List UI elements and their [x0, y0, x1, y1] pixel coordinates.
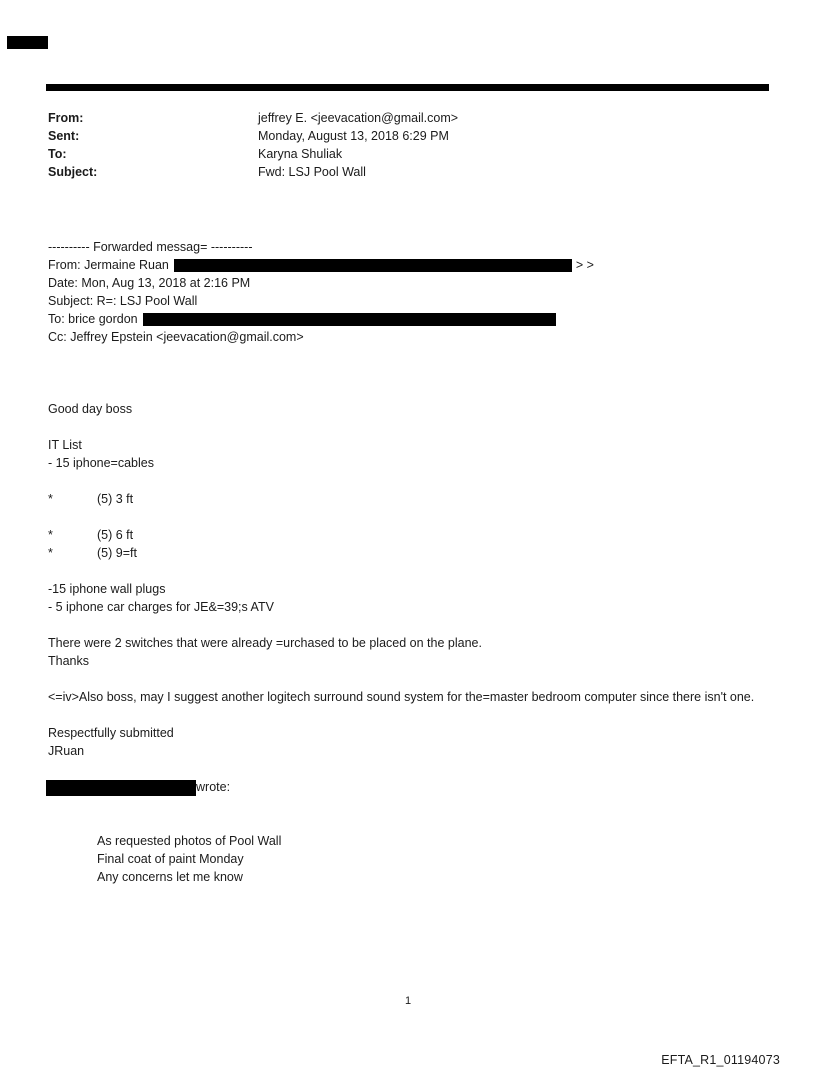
bullet-text: (5) 9=ft [97, 546, 137, 560]
sent-value: Monday, August 13, 2018 6:29 PM [258, 129, 449, 143]
header-row-subject [48, 163, 756, 181]
bullet-marker: * [48, 492, 53, 506]
blank-space [48, 796, 758, 832]
it-list-title: IT List [48, 438, 82, 452]
scan-artifact-mark [7, 36, 48, 49]
blank-space [48, 346, 758, 400]
greeting: Good day boss [48, 402, 133, 416]
switches-line: There were 2 switches that were already =urchased to be placed on the plane. [48, 636, 482, 650]
bullet-text: (5) 3 ft [97, 492, 134, 506]
to-label: To: [48, 147, 67, 161]
quoted-line: Final coat of paint Monday [97, 852, 244, 866]
forwarded-from-prefix: From: Jermaine Ruan [48, 258, 169, 272]
header-divider-rule [46, 84, 769, 91]
subject-value: Fwd: LSJ Pool Wall [258, 165, 366, 179]
forwarded-from-line [48, 256, 758, 274]
email-header [48, 109, 756, 181]
page-number: 1 [404, 995, 412, 1007]
forwarded-to-prefix: To: brice gordon [48, 312, 138, 326]
quoted-line: As requested photos of Pool Wall [97, 834, 282, 848]
suggestion-paragraph: <=iv>Also boss, may I suggest another logitech surround sound system for the=master bedroom computer since there isn't one. [48, 690, 755, 704]
forwarded-subject-line: Subject: R=: LSJ Pool Wall [48, 294, 198, 308]
blank-space [48, 670, 758, 688]
blank-space [48, 562, 758, 580]
car-chargers-line: - 5 iphone car charges for JE&=39;s ATV [48, 600, 274, 614]
header-row-to [48, 145, 756, 163]
header-row-from [48, 109, 756, 127]
closing-line: Respectfully submitted [48, 726, 174, 740]
blank-space [48, 508, 758, 526]
wrote-line [48, 778, 758, 796]
bullet-text: (5) 6 ft [97, 528, 134, 542]
forwarded-divider: ---------- Forwarded messag= ---------- [48, 240, 253, 254]
blank-space [48, 760, 758, 778]
from-label: From: [48, 111, 84, 125]
header-row-sent [48, 127, 756, 145]
sent-label: Sent: [48, 129, 80, 143]
signature-line: JRuan [48, 744, 85, 758]
wrote-suffix: wrote: [196, 780, 231, 794]
it-list-intro: - 15 iphone=cables [48, 456, 154, 470]
bullet-marker: * [48, 528, 53, 542]
redaction-bar-from-address [174, 259, 572, 272]
thanks-line: Thanks [48, 654, 89, 668]
quoted-line: Any concerns let me know [97, 870, 243, 884]
forwarded-date-line: Date: Mon, Aug 13, 2018 at 2:16 PM [48, 276, 251, 290]
forwarded-from-suffix: > > [575, 258, 594, 272]
email-body [48, 238, 758, 886]
blank-space [48, 616, 758, 634]
wall-plugs-line: -15 iphone wall plugs [48, 582, 166, 596]
bates-number: EFTA_R1_01194073 [661, 1053, 780, 1067]
blank-space [48, 418, 758, 436]
to-value: Karyna Shuliak [258, 147, 343, 161]
blank-space [48, 472, 758, 490]
bullet-item [48, 526, 758, 544]
bullet-item [48, 490, 758, 508]
bullet-marker: * [48, 546, 53, 560]
bullet-item [48, 544, 758, 562]
blank-space [48, 706, 758, 724]
redaction-bar-sender [46, 780, 196, 796]
subject-label: Subject: [48, 165, 98, 179]
redaction-bar-to-address [143, 313, 556, 326]
forwarded-to-line [48, 310, 758, 328]
forwarded-cc-line: Cc: Jeffrey Epstein <jeevacation@gmail.com> [48, 330, 304, 344]
from-value: jeffrey E. <jeevacation@gmail.com> [258, 111, 459, 125]
